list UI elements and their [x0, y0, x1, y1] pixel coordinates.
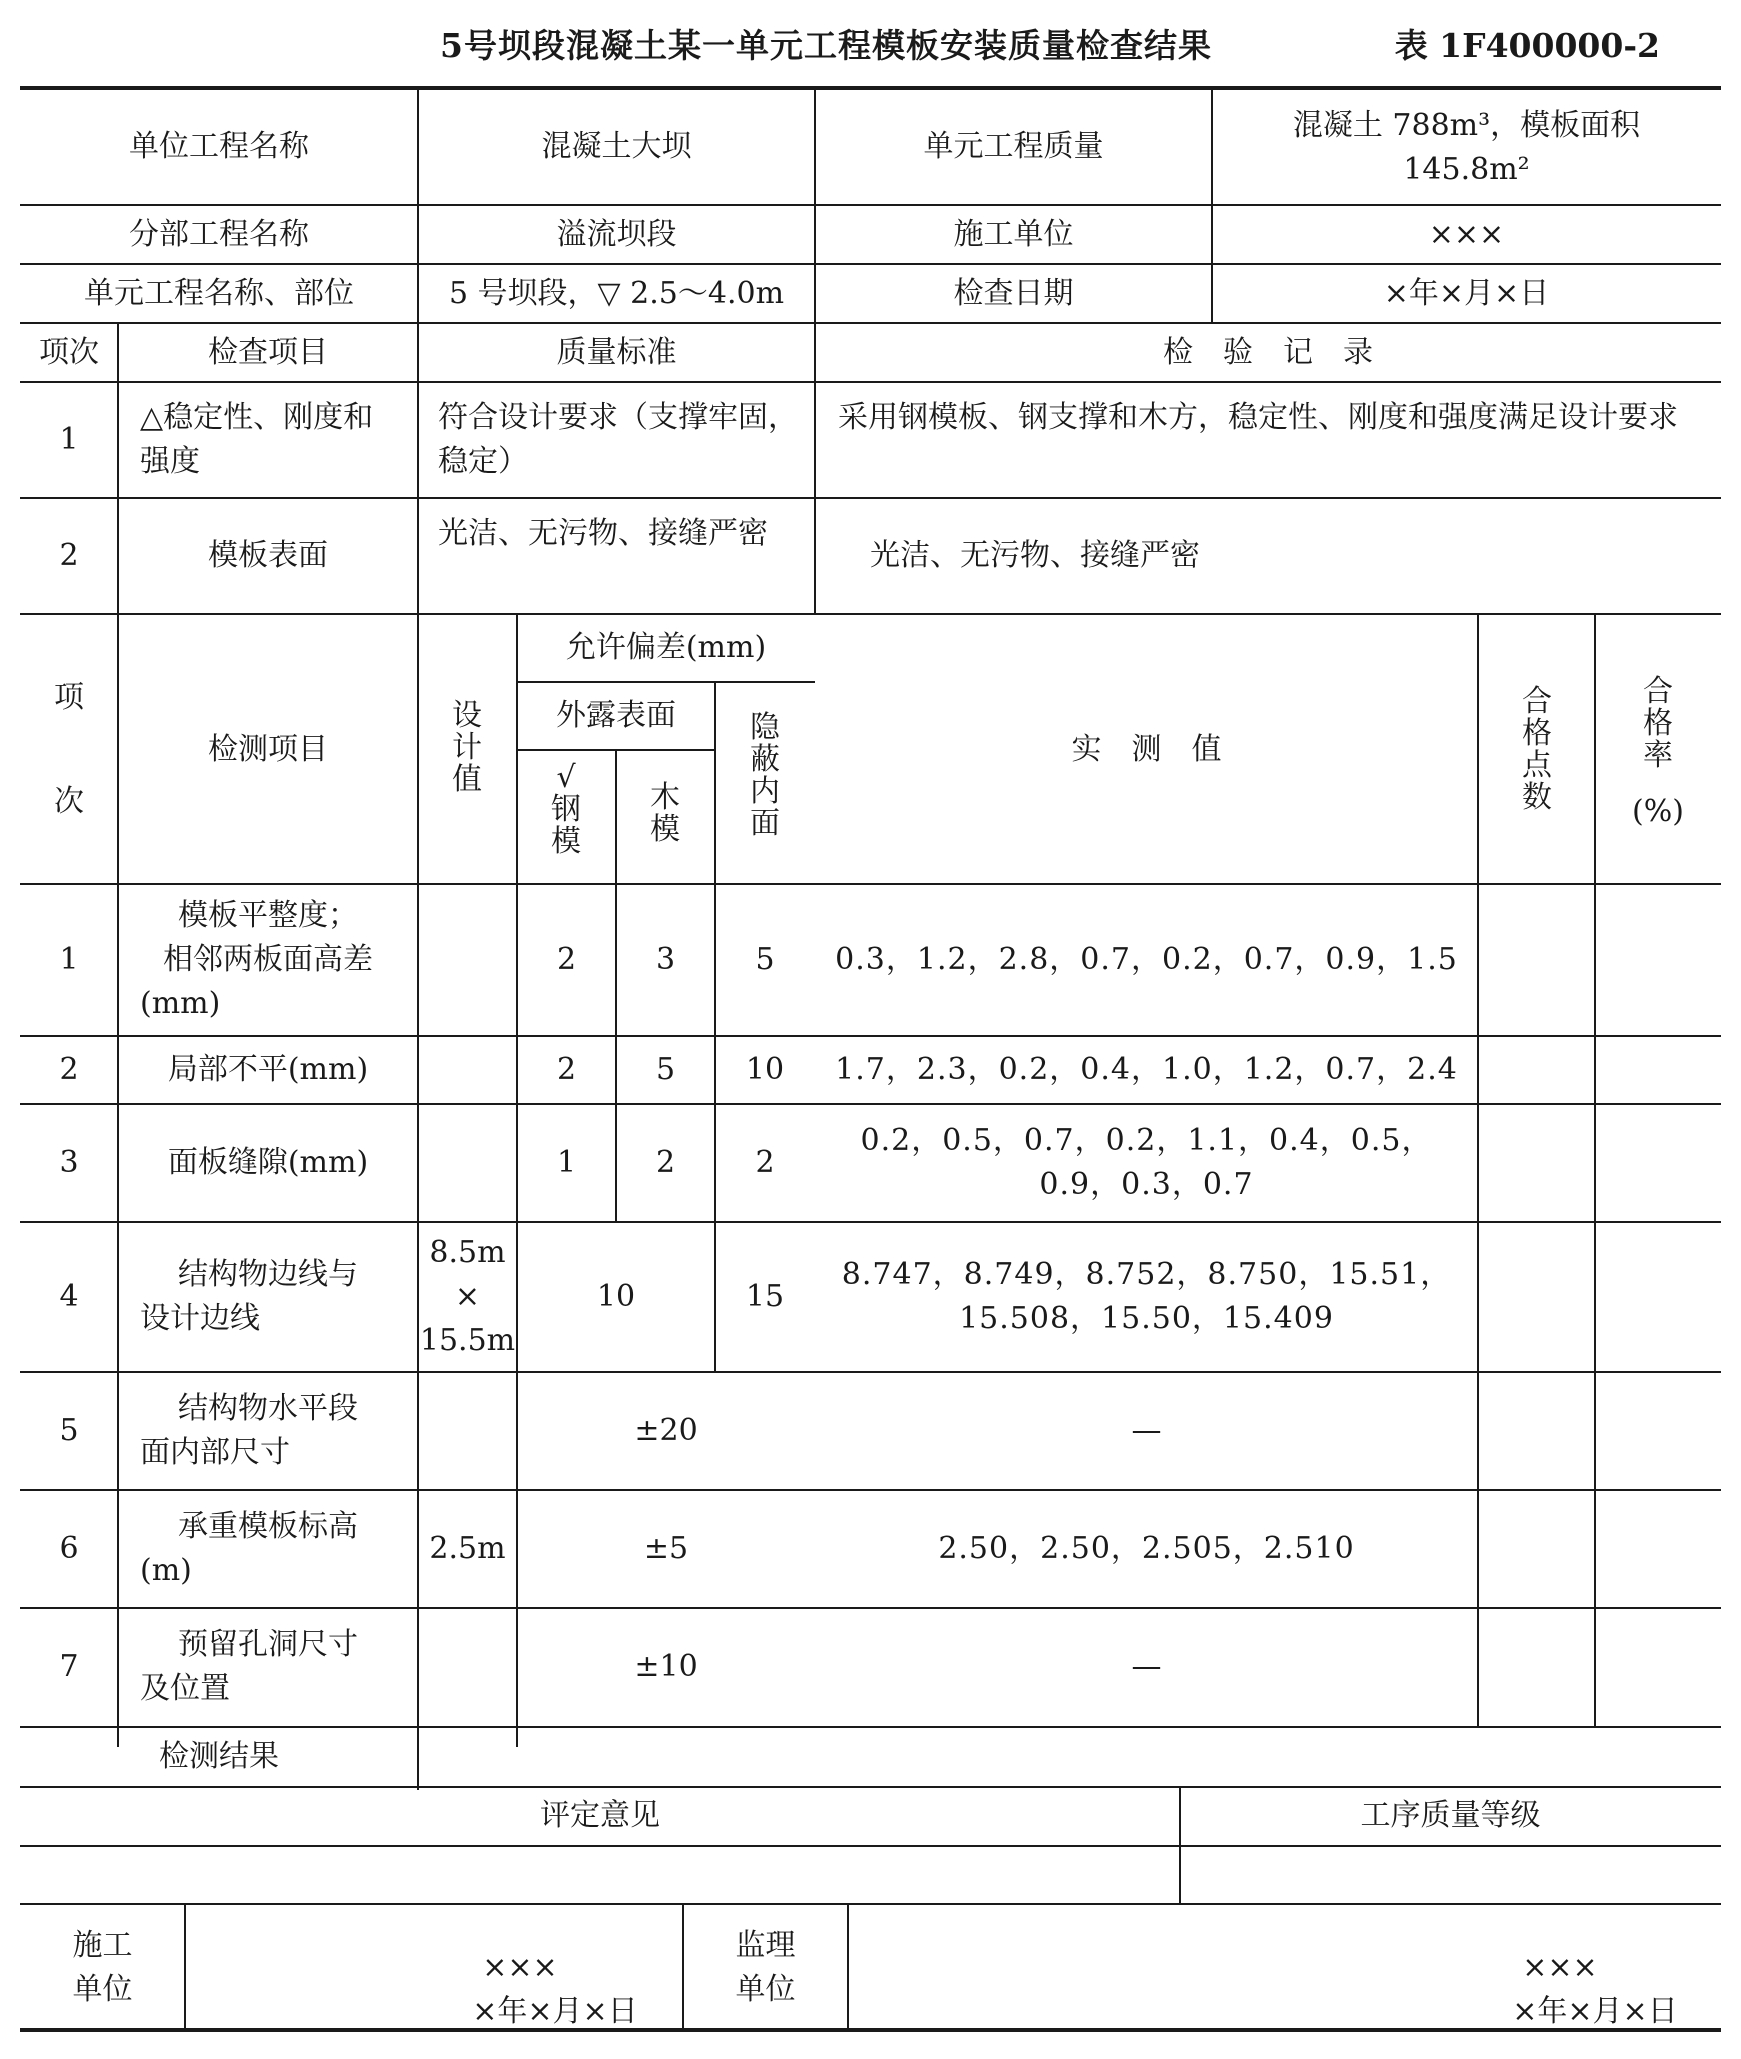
measure-row-1-steel: 2 — [556, 942, 577, 977]
measure-row-7-no: 7 — [59, 1649, 79, 1684]
check-date-label: 检查日期 — [953, 276, 1074, 311]
element-quantity-value-line2: 145.8m² — [1403, 152, 1530, 187]
check-col-no: 项次 — [39, 335, 99, 370]
check-col-standard: 质量标准 — [556, 335, 677, 370]
measure-row-2-hidden: 10 — [745, 1052, 785, 1087]
evaluation-grade-label: 工序质量等级 — [1360, 1798, 1541, 1833]
check-row-2-standard: 光洁、无污物、接缝严密 — [438, 516, 768, 551]
measure-row-6-measured: 2.50，2.50，2.505，2.510 — [938, 1531, 1355, 1566]
check-row-1-record: 采用钢模板、钢支撑和木方，稳定性、刚度和强度满足设计要求 — [838, 400, 1678, 435]
contractor-sign-label-l2: 单位 — [72, 1972, 133, 2007]
measure-row-4-design-l2: × — [454, 1279, 481, 1314]
element-quantity-label: 单元工程质量 — [923, 129, 1104, 164]
measure-row-1-measured: 0.3，1.2，2.8，0.7，0.2，0.7，0.9，1.5 — [835, 942, 1458, 977]
supervisor-sign-date: ×年×月×日 — [1512, 1994, 1678, 2029]
contractor-sign-label-l1: 施工 — [72, 1928, 133, 1963]
contractor-value: ××× — [1428, 217, 1505, 252]
measure-row-4-exposed: 10 — [596, 1279, 636, 1314]
measure-row-5-measured: — — [1131, 1413, 1162, 1448]
contractor-sign-name: ××× — [482, 1950, 558, 1985]
measure-row-3-wood: 2 — [655, 1145, 676, 1180]
measure-row-6-no: 6 — [59, 1531, 79, 1566]
measure-row-3-hidden: 2 — [755, 1145, 775, 1180]
check-col-record: 检 验 记 录 — [1163, 335, 1373, 370]
measure-row-3-steel: 1 — [556, 1145, 577, 1180]
measure-row-2-item: 局部不平(mm) — [167, 1052, 369, 1087]
measure-row-6-item-l2: (m) — [140, 1553, 192, 1588]
measure-row-3-no: 3 — [59, 1145, 79, 1180]
measure-row-2-steel: 2 — [556, 1052, 577, 1087]
measure-row-4-item-l1: 结构物边线与 — [178, 1257, 358, 1292]
measure-row-1-item-l1: 模板平整度； — [178, 898, 358, 933]
evaluation-opinion-label: 评定意见 — [540, 1798, 660, 1833]
measure-row-3-measured-l2: 0.9，0.3，0.7 — [1039, 1167, 1254, 1202]
check-row-1-no: 1 — [59, 422, 79, 457]
measure-row-4-measured-l2: 15.508，15.50，15.409 — [959, 1301, 1334, 1336]
measure-col-pass-rate-unit: (%) — [1632, 794, 1684, 829]
check-row-1-standard: 符合设计要求（支撑牢固，稳定） — [438, 400, 798, 479]
measure-row-5-no: 5 — [59, 1413, 79, 1448]
measure-row-2-measured: 1.7，2.3，0.2，0.4，1.0，1.2，0.7，2.4 — [835, 1052, 1458, 1087]
measure-row-4-item-l2: 设计边线 — [140, 1301, 260, 1336]
measure-row-1-item-l3: (mm) — [140, 986, 221, 1021]
table-number: 表 1F400000-2 — [1394, 26, 1660, 65]
contractor-label: 施工单位 — [953, 217, 1074, 252]
measure-col-no-top: 项 — [54, 680, 84, 715]
measure-row-2-no: 2 — [59, 1052, 79, 1087]
measure-row-3-measured-l1: 0.2，0.5，0.7，0.2，1.1，0.4，0.5， — [860, 1123, 1433, 1158]
check-row-2-record: 光洁、无污物、接缝严密 — [870, 538, 1200, 573]
measure-col-no-bottom: 次 — [54, 784, 84, 819]
measure-row-5-allow: ±20 — [634, 1413, 698, 1448]
measure-col-item: 检测项目 — [208, 732, 328, 767]
measure-row-5-item-l2: 面内部尺寸 — [140, 1435, 290, 1470]
measure-col-steel: √钢模 — [551, 760, 581, 859]
measure-row-4-hidden: 15 — [745, 1279, 785, 1314]
measure-col-pass-points: 合格点数 — [1522, 684, 1552, 815]
measure-col-pass-rate: 合格率 — [1643, 674, 1673, 773]
supervisor-sign-name: ××× — [1522, 1950, 1598, 1985]
check-row-1-item: △稳定性、刚度和强度 — [140, 400, 374, 479]
supervisor-sign-label-l2: 单位 — [735, 1972, 796, 2007]
check-col-item: 检查项目 — [208, 335, 328, 370]
measure-row-7-allow: ±10 — [634, 1649, 698, 1684]
check-row-2-item: 模板表面 — [208, 538, 328, 573]
measure-col-allow: 允许偏差(mm) — [565, 630, 767, 665]
measure-row-2-wood: 5 — [655, 1052, 676, 1087]
measure-row-1-hidden: 5 — [755, 942, 775, 977]
measure-row-4-design-l1: 8.5m — [429, 1235, 506, 1270]
measure-row-3-item: 面板缝隙(mm) — [167, 1145, 369, 1180]
element-name-label: 单元工程名称、部位 — [84, 276, 354, 311]
measure-row-6-design: 2.5m — [429, 1531, 506, 1566]
element-name-value: 5 号坝段，▽ 2.5～4.0m — [448, 276, 785, 311]
measure-col-measured: 实 测 值 — [1071, 732, 1222, 767]
measure-col-design: 设计值 — [452, 698, 482, 797]
measure-row-4-design-l3: 15.5m — [419, 1323, 516, 1358]
measure-result-label: 检测结果 — [159, 1739, 279, 1774]
measure-row-4-measured-l1: 8.747，8.749，8.752，8.750，15.51， — [841, 1257, 1452, 1292]
supervisor-sign-label-l1: 监理 — [735, 1928, 796, 1963]
measure-row-6-allow: ±5 — [643, 1531, 689, 1566]
element-quantity-value-line1: 混凝土 788m³，模板面积 — [1292, 108, 1641, 143]
measure-col-hidden: 隐蔽内面 — [750, 710, 780, 841]
measure-row-1-item-l2: 相邻两板面高差 — [163, 942, 373, 977]
check-date-value: ×年×月×日 — [1383, 276, 1550, 311]
measure-row-1-wood: 3 — [655, 942, 676, 977]
measure-row-7-item-l2: 及位置 — [140, 1671, 230, 1706]
unit-project-label: 单位工程名称 — [129, 129, 309, 164]
measure-row-4-no: 4 — [59, 1279, 79, 1314]
measure-row-1-no: 1 — [59, 942, 79, 977]
measure-col-exposed: 外露表面 — [556, 698, 676, 733]
measure-row-5-item-l1: 结构物水平段 — [178, 1391, 358, 1426]
measure-col-wood: 木模 — [650, 780, 680, 847]
check-row-2-no: 2 — [59, 538, 79, 573]
measure-row-7-item-l1: 预留孔洞尺寸 — [178, 1627, 358, 1662]
measure-row-7-measured: — — [1131, 1649, 1162, 1684]
contractor-sign-date: ×年×月×日 — [472, 1994, 638, 2029]
unit-project-value: 混凝土大坝 — [541, 129, 692, 164]
division-value: 溢流坝段 — [556, 217, 677, 252]
measure-row-6-item-l1: 承重模板标高 — [178, 1509, 358, 1544]
document-title: 5号坝段混凝土某一单元工程模板安装质量检查结果 — [440, 26, 1212, 65]
division-label: 分部工程名称 — [129, 217, 309, 252]
